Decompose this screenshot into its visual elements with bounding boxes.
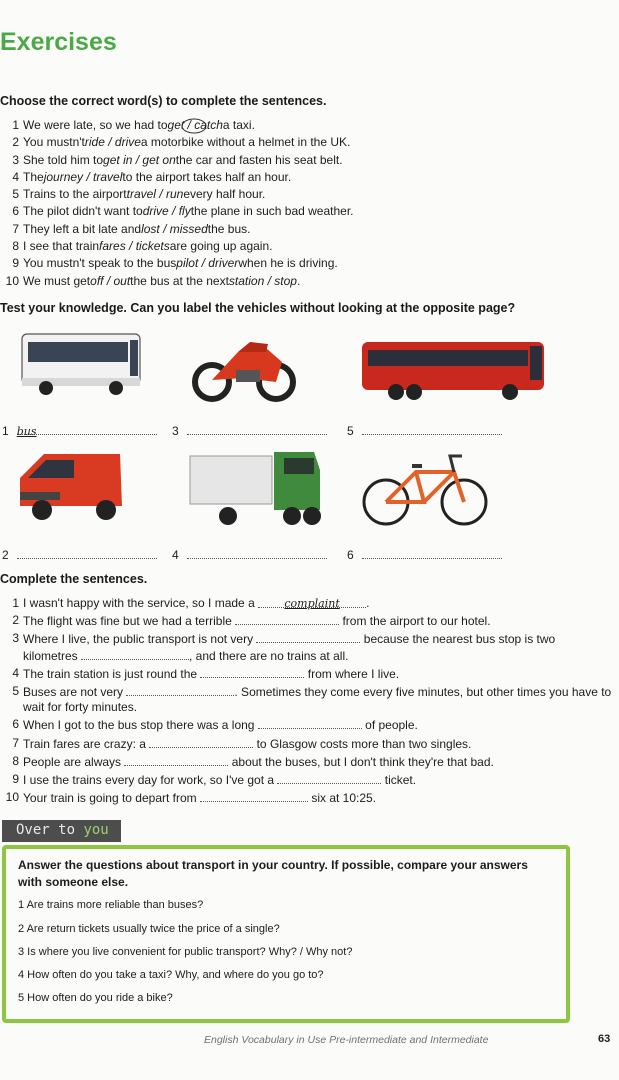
answer-circle-mark — [180, 117, 212, 135]
list-item: 6 When I got to the bus stop there was a long of people. — [12, 717, 418, 733]
list-item: 4 The journey / travel to the airport takes half an hour. — [12, 169, 292, 184]
book-title-footer: English Vocabulary in Use Pre-intermediate and Intermediate — [204, 1034, 489, 1046]
exercise-1-list — [0, 117, 354, 290]
exercise-2-instruction: Test your knowledge. Can you label the vehicles without looking at the opposite page? — [0, 301, 516, 315]
van-image — [14, 448, 128, 526]
list-item: 3 She told him to get in / get on the car and fasten his seat belt. — [12, 152, 343, 167]
answer-blank[interactable] — [187, 424, 327, 435]
question-1: 1 Are trains more reliable than buses? — [18, 899, 204, 911]
answer-blank[interactable] — [124, 754, 228, 766]
page-title: Exercises — [0, 28, 117, 56]
list-item: 7 Train fares are crazy: a to Glasgow costs more than two singles. — [12, 735, 472, 751]
answer-blank[interactable]: bus — [17, 424, 157, 435]
question-3: 3 Is where you live convenient for public transport? Why? / Why not? — [18, 946, 353, 958]
coach-image — [360, 336, 550, 402]
lorry-image — [188, 446, 324, 530]
motorbike-image — [192, 322, 296, 406]
answer-blank[interactable] — [200, 790, 308, 802]
vehicle-label-5: 5 — [347, 424, 502, 438]
over-to-you-intro: Answer the questions about transport in your country. If possible, compare your answers with someone else. — [18, 858, 528, 889]
list-item: 6 The pilot didn't want to drive / fly the plane in such bad weather. — [12, 204, 354, 219]
question-4: 4 How often do you take a taxi? Why, and where do you go to? — [18, 969, 324, 981]
answer-blank[interactable] — [277, 772, 381, 784]
list-item: 1 We were late, so we had to get / catch a taxi. — [12, 118, 255, 132]
question-5: 5 How often do you ride a bike? — [18, 992, 173, 1004]
list-item: 3 Where I live, the public transport is not very because the nearest bus stop is two kilometres , and there are no trains at all. — [12, 631, 556, 663]
answer-blank[interactable] — [258, 717, 362, 729]
answer-blank[interactable] — [200, 666, 304, 678]
question-2: 2 Are return tickets usually twice the price of a single? — [18, 923, 280, 935]
bus-image — [18, 328, 146, 402]
list-item: 10 Your train is going to depart from six at 10:25. — [5, 790, 377, 806]
answer-blank[interactable] — [81, 648, 189, 660]
over-to-you-tab: Over to you — [2, 820, 121, 842]
list-item: 7 They left a bit late and lost / missed the bus. — [12, 221, 251, 236]
list-item: 8 People are always about the buses, but I don't think they're that bad. — [12, 753, 494, 769]
exercise-1-instruction: Choose the correct word(s) to complete the sentences. — [0, 94, 327, 108]
answer-blank[interactable] — [126, 684, 234, 696]
vehicle-label-4: 4 — [172, 548, 327, 562]
vehicle-label-1: 1 bus — [2, 424, 157, 438]
answer-blank[interactable]: complaint — [258, 596, 366, 608]
exercise-3-instruction: Complete the sentences. — [0, 572, 148, 586]
exercise-3-list — [0, 596, 613, 808]
list-item: 8 I see that train fares / tickets are going up again. — [12, 239, 273, 254]
bicycle-image — [360, 450, 490, 528]
page-number: 63 — [598, 1033, 611, 1045]
list-item: 9 You mustn't speak to the bus pilot / driver when he is driving. — [12, 256, 338, 271]
list-item: 9 I use the trains every day for work, so I've got a ticket. — [12, 772, 417, 788]
answer-blank[interactable] — [187, 548, 327, 559]
answer-blank[interactable] — [149, 736, 253, 748]
vehicle-label-2: 2 — [2, 548, 157, 562]
answer-blank[interactable] — [362, 548, 502, 559]
over-to-you-box — [2, 845, 570, 1023]
list-item: 4 The train station is just round the from where I live. — [12, 665, 400, 681]
vehicle-label-6: 6 — [347, 548, 502, 562]
vehicle-label-3: 3 — [172, 424, 327, 438]
list-item: 10 We must get off / out the bus at the next station / stop . — [5, 273, 301, 288]
list-item: 2 The flight was fine but we had a terrible from the airport to our hotel. — [12, 613, 491, 629]
answer-blank[interactable] — [362, 424, 502, 435]
list-item: 2 You mustn't ride / drive a motorbike without a helmet in the UK. — [12, 135, 351, 150]
answer-blank[interactable] — [17, 548, 157, 559]
list-item: 5 Trains to the airport travel / run every half hour. — [12, 187, 266, 202]
answer-blank[interactable] — [256, 631, 360, 643]
list-item: 1 I wasn't happy with the service, so I made a complaint . — [12, 596, 370, 610]
answer-blank[interactable] — [235, 613, 339, 625]
list-item: 5 Buses are not very . Sometimes they come every five minutes, but other times you have to wait for forty minutes. — [12, 684, 612, 715]
